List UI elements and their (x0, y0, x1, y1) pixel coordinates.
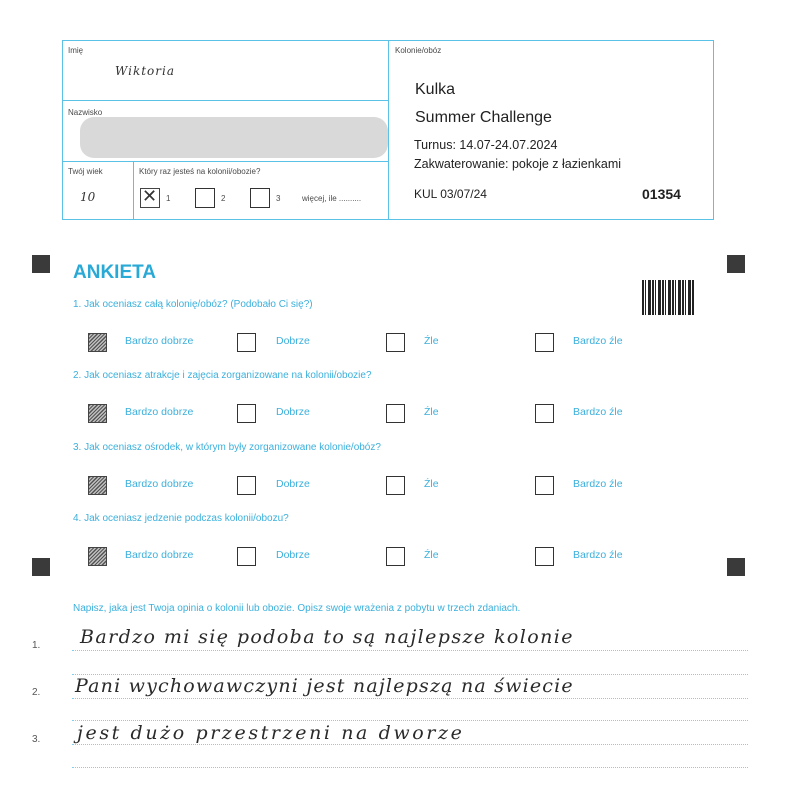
header-divider-2 (62, 161, 388, 162)
question-1: 1. Jak oceniasz całą kolonię/obóz? (Podobało Ci się?) (73, 299, 313, 310)
question-3-option-label: Dobrze (276, 478, 310, 490)
question-3-checkbox-1[interactable] (88, 476, 107, 495)
question-3-option-label: Bardzo źle (573, 478, 623, 490)
barcode-icon (642, 280, 695, 315)
camp-code: KUL 03/07/24 (414, 187, 487, 201)
opinion-line-2-top (72, 698, 748, 699)
times-option-2: 2 (221, 194, 226, 203)
question-4-checkbox-1[interactable] (88, 547, 107, 566)
opinion-answer-1: Bardzo mi się podoba to są najlepsze kolonie (80, 626, 574, 648)
header-divider-vertical (388, 40, 389, 220)
times-checkmark-icon: ✕ (142, 186, 158, 207)
registration-marker-top-right (727, 255, 745, 273)
times-option-3: 3 (276, 194, 281, 203)
question-2-option-label: Źle (424, 406, 439, 418)
registration-marker-top-left (32, 255, 50, 273)
age-label: Twój wiek (68, 167, 103, 176)
name-label: Imię (68, 46, 84, 55)
question-4-checkbox-4[interactable] (535, 547, 554, 566)
times-checkbox-3[interactable] (250, 188, 270, 208)
question-2-checkbox-2[interactable] (237, 404, 256, 423)
opinion-number-2: 2. (32, 687, 41, 698)
question-3-option-label: Bardzo dobrze (125, 478, 194, 490)
question-1-option-label: Dobrze (276, 335, 310, 347)
camp-name-line2: Summer Challenge (415, 109, 552, 126)
opinion-answer-3: jest dużo przestrzeni na dworze (77, 722, 465, 744)
times-more-label: więcej, ile .......... (302, 194, 362, 203)
accommodation: Zakwaterowanie: pokoje z łazienkami (414, 157, 622, 171)
question-1-option-label: Źle (424, 335, 439, 347)
surname-redaction (80, 117, 388, 158)
turnus: Turnus: 14.07-24.07.2024 (414, 138, 558, 152)
form-number: 01354 (642, 186, 681, 202)
opinion-line-3-bottom (72, 767, 748, 768)
question-2-option-label: Dobrze (276, 406, 310, 418)
question-2-option-label: Bardzo źle (573, 406, 623, 418)
question-1-option-label: Bardzo dobrze (125, 335, 194, 347)
question-2-checkbox-4[interactable] (535, 404, 554, 423)
question-4-checkbox-3[interactable] (386, 547, 405, 566)
opinion-number-1: 1. (32, 640, 41, 651)
surname-label: Nazwisko (68, 108, 103, 117)
header-divider-age (133, 161, 134, 220)
question-3-checkbox-4[interactable] (535, 476, 554, 495)
question-2-checkbox-3[interactable] (386, 404, 405, 423)
question-1-checkbox-4[interactable] (535, 333, 554, 352)
times-checkbox-2[interactable] (195, 188, 215, 208)
question-3-checkbox-2[interactable] (237, 476, 256, 495)
question-3-checkbox-3[interactable] (386, 476, 405, 495)
question-2: 2. Jak oceniasz atrakcje i zajęcia zorganizowane na kolonii/obozie? (73, 370, 372, 381)
question-2-option-label: Bardzo dobrze (125, 406, 194, 418)
question-4: 4. Jak oceniasz jedzenie podczas kolonii/obozu? (73, 513, 289, 524)
opinion-prompt: Napisz, jaka jest Twoja opinia o kolonii lub obozie. Opisz swoje wrażenia z pobytu w trzech zdaniach. (73, 603, 521, 614)
question-4-option-label: Bardzo dobrze (125, 549, 194, 561)
camp-name-line1: Kulka (415, 81, 456, 98)
registration-marker-bottom-left (32, 558, 50, 576)
survey-title: ANKIETA (73, 262, 157, 283)
times-option-1: 1 (166, 194, 171, 203)
question-4-checkbox-2[interactable] (237, 547, 256, 566)
registration-marker-bottom-right (727, 558, 745, 576)
question-3: 3. Jak oceniasz ośrodek, w którym były zorganizowane kolonie/obóz? (73, 442, 381, 453)
question-3-option-label: Źle (424, 478, 439, 490)
opinion-line-1-top (72, 650, 748, 651)
question-4-option-label: Dobrze (276, 549, 310, 561)
question-1-checkbox-1[interactable] (88, 333, 107, 352)
question-1-checkbox-2[interactable] (237, 333, 256, 352)
header-divider-1 (62, 100, 388, 101)
name-value: Wiktoria (115, 64, 176, 78)
opinion-number-3: 3. (32, 734, 41, 745)
question-1-checkbox-3[interactable] (386, 333, 405, 352)
times-label: Który raz jesteś na kolonii/obozie? (139, 167, 261, 176)
question-4-option-label: Źle (424, 549, 439, 561)
opinion-line-3-top (72, 744, 748, 745)
question-1-option-label: Bardzo źle (573, 335, 623, 347)
question-2-checkbox-1[interactable] (88, 404, 107, 423)
age-value: 10 (80, 190, 96, 204)
opinion-line-2-bottom (72, 720, 748, 721)
opinion-answer-2: Pani wychowawczyni jest najlepszą na świecie (75, 675, 574, 697)
camp-label: Kolonie/obóz (395, 46, 442, 55)
question-4-option-label: Bardzo źle (573, 549, 623, 561)
